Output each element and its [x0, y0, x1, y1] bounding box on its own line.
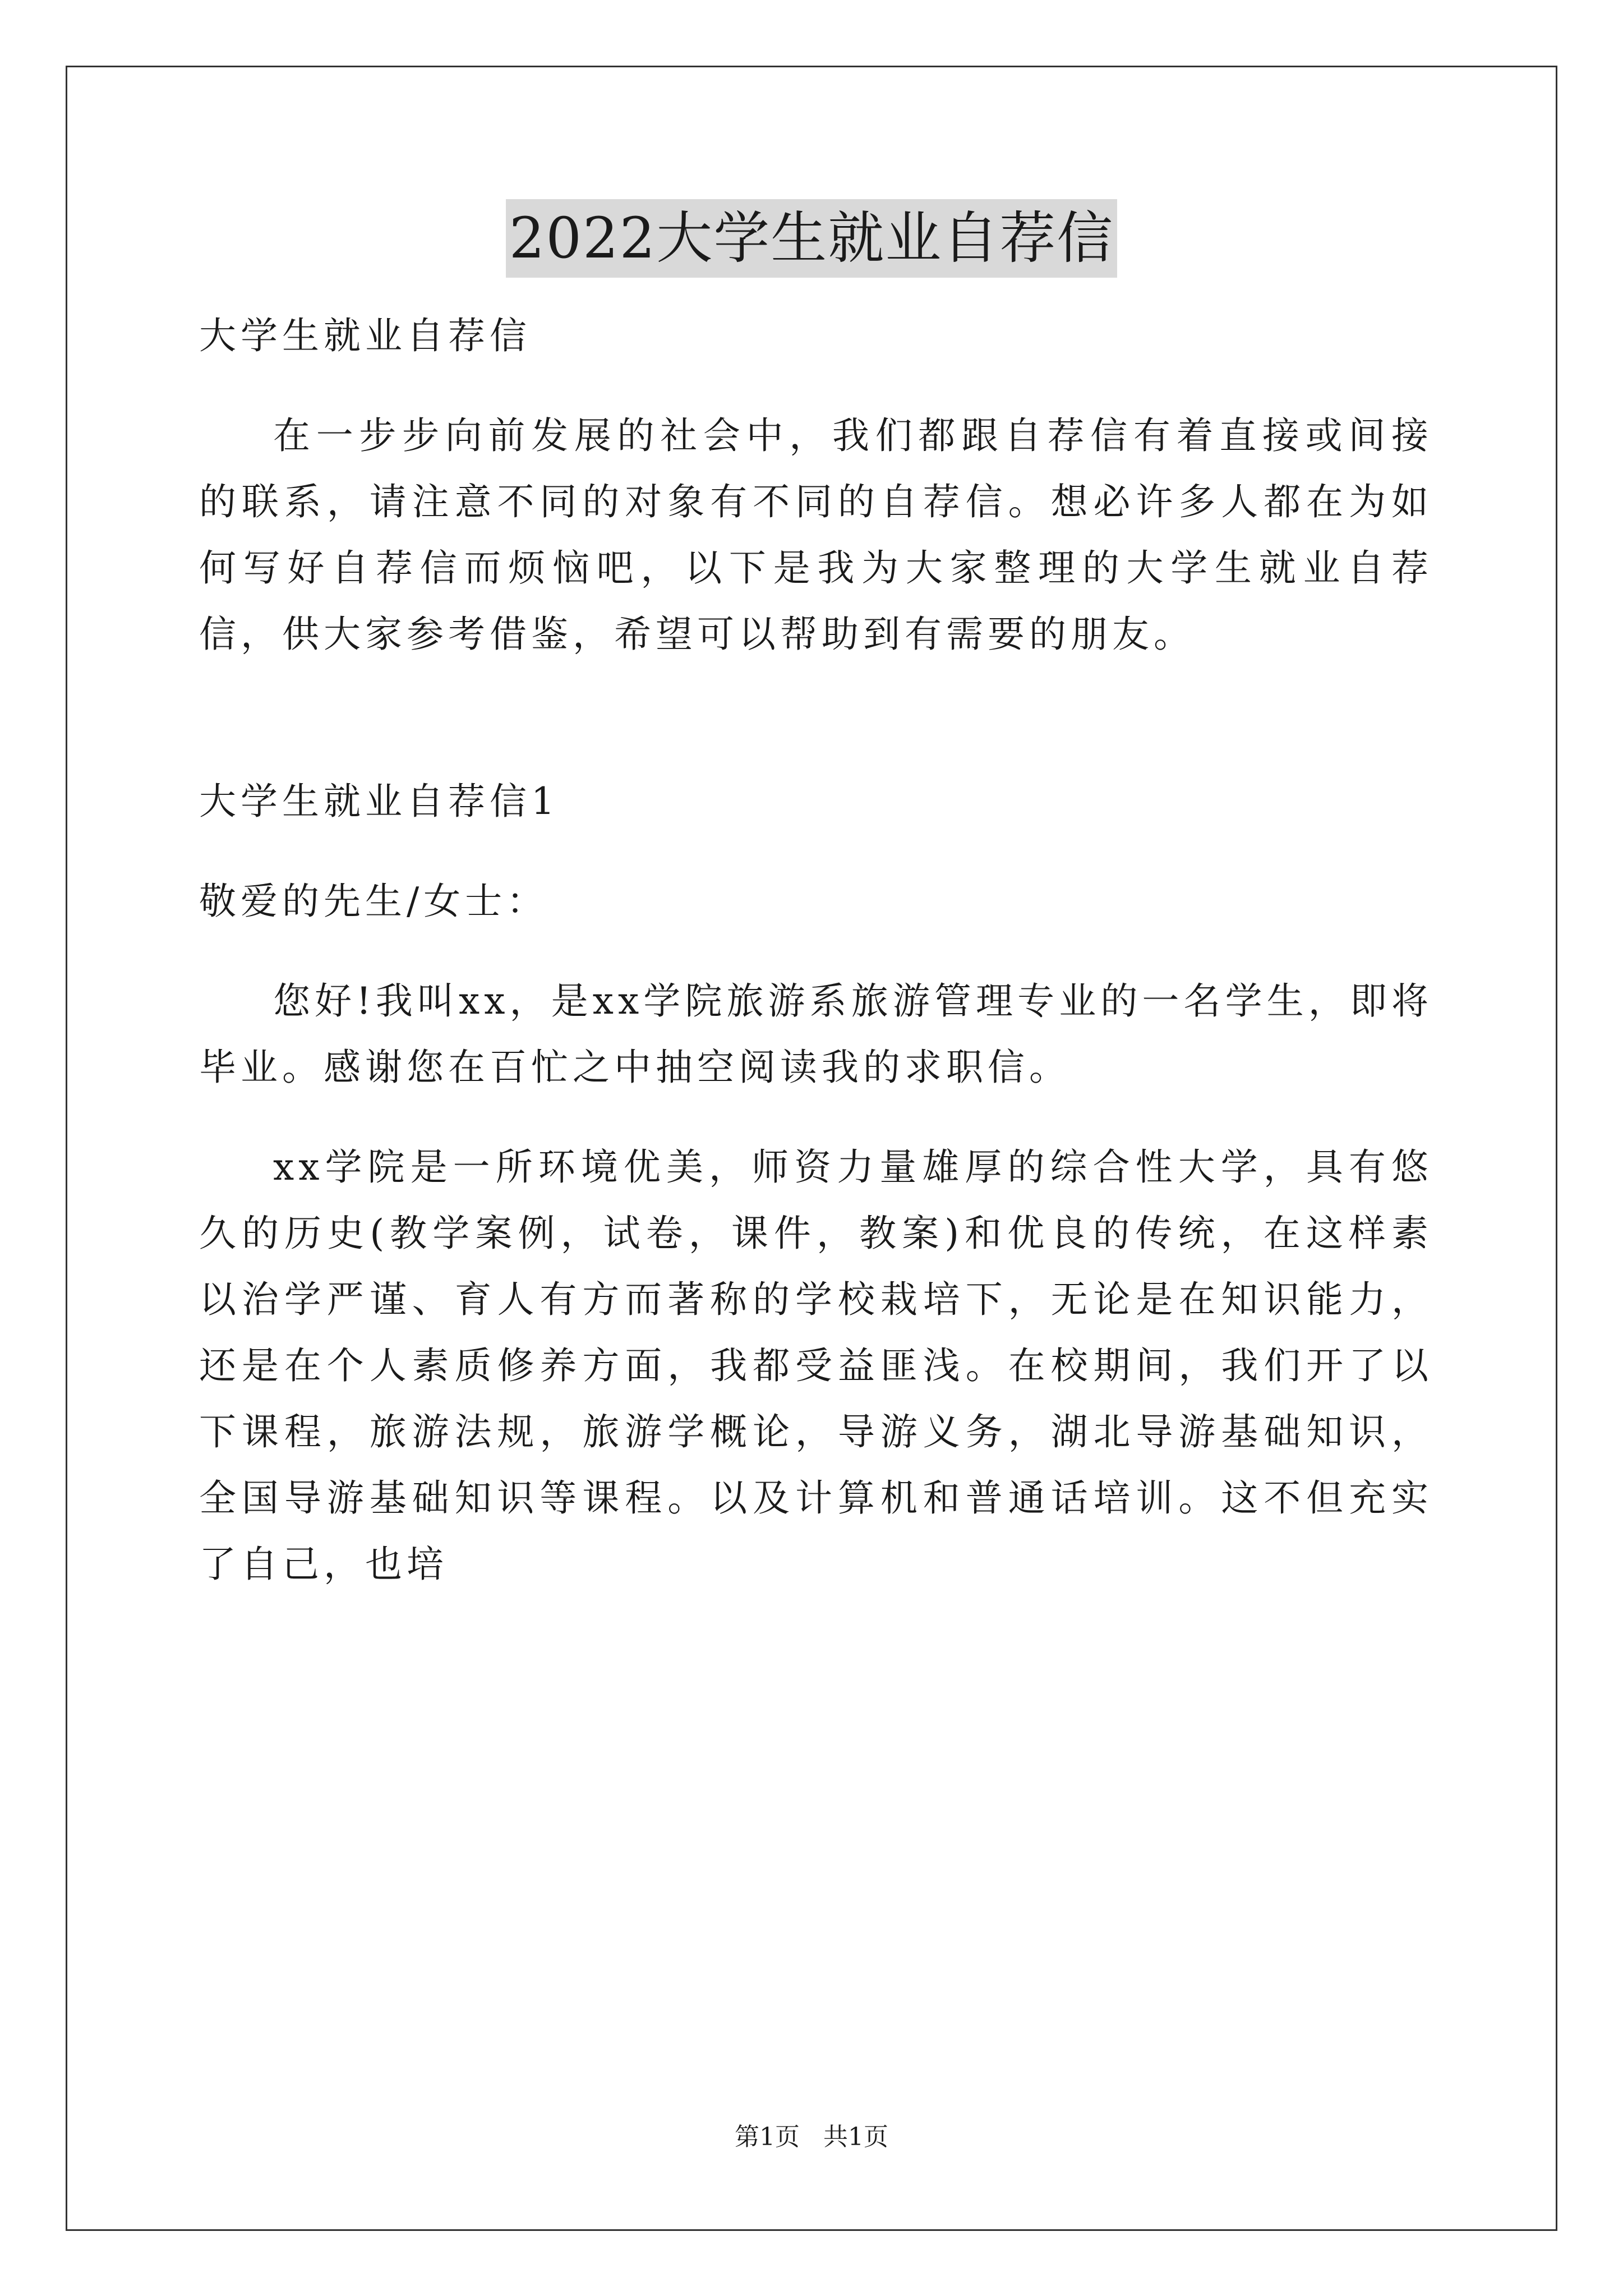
intro-heading: 大学生就业自荐信: [199, 314, 531, 357]
section-spacer: [199, 701, 1433, 769]
salutation: 敬爱的先生/女士：: [199, 880, 548, 923]
letter-heading: 大学生就业自荐信1: [199, 780, 559, 823]
title-container: [0, 199, 1623, 278]
document-title: 2022大学生就业自荐信: [506, 199, 1118, 278]
letter-paragraph-1: 您好!我叫xx，是xx学院旅游系旅游管理专业的一名学生，即将毕业。感谢您在百忙之中抽空阅读我的求职信。: [199, 979, 1433, 1089]
page-footer: 第1页 共1页: [735, 2123, 888, 2151]
letter-paragraph-2: xx学院是一所环境优美，师资力量雄厚的综合性大学，具有悠久的历史(教学案例，试卷，课件，教案)和优良的传统，在这样素以治学严谨、育人有方而著称的学校栽培下，无论是在知识能力，还是在个人素质修养方面，我都受益匪浅。在校期间，我们开了以下课程，旅游法规，旅游学概论，导游义务，湖北导游基础知识，全国导游基础知识等课程。以及计算机和普通话培训。这不但充实了自己，也培: [199, 1145, 1433, 1586]
document-body: [199, 303, 1433, 1631]
intro-paragraph: 在一步步向前发展的社会中，我们都跟自荐信有着直接或间接的联系，请注意不同的对象有不同的自荐信。想必许多人都在为如何写好自荐信而烦恼吧，以下是我为大家整理的大学生就业自荐信，供大家参考借鉴，希望可以帮助到有需要的朋友。: [199, 414, 1433, 656]
